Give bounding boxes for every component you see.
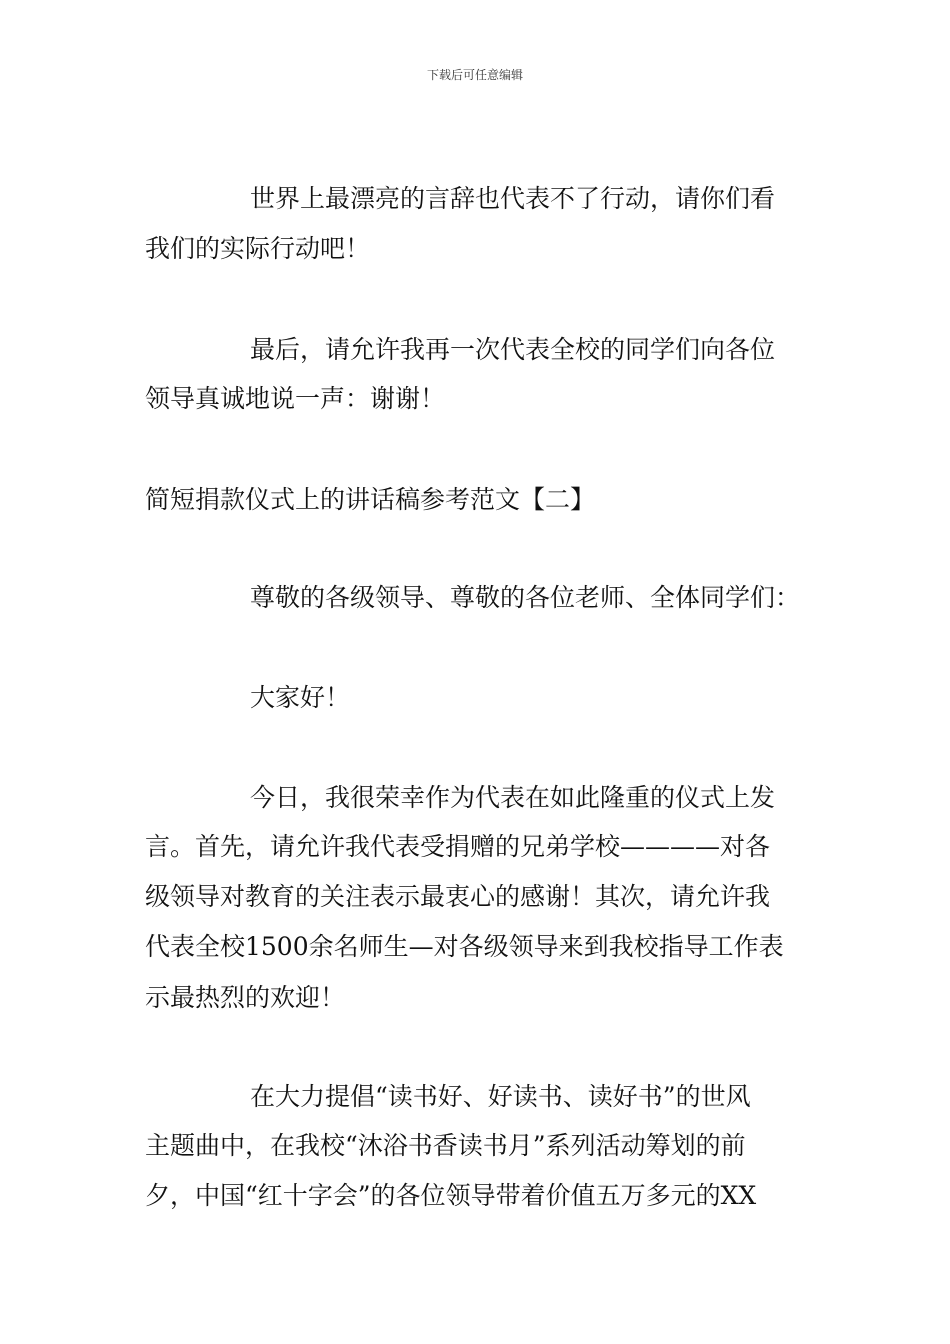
- paragraph-line: 主题曲中，在我校“沐浴书香读书月”系列活动筹划的前: [145, 1131, 746, 1160]
- salutation-line: 尊敬的各级领导、尊敬的各位老师、全体同学们：: [250, 583, 801, 612]
- paragraph-line: 最后，请允许我再一次代表全校的同学们向各位: [250, 335, 776, 364]
- greeting-line: 大家好！: [250, 683, 351, 712]
- paragraph-line: 我们的实际行动吧！: [145, 234, 371, 263]
- section-heading: 简短捐款仪式上的讲话稿参考范文【二】: [145, 485, 596, 514]
- paragraph-line: 在大力提倡“读书好、好读书、读好书”的世风: [250, 1082, 751, 1111]
- paragraph-line: 言。首先，请允许我代表受捐赠的兄弟学校————对各: [145, 832, 771, 861]
- paragraph-line: 示最热烈的欢迎！: [145, 983, 346, 1012]
- page-header: 下载后可任意编辑: [426, 68, 523, 82]
- paragraph-line: 领导真诚地说一声：谢谢！: [145, 384, 446, 413]
- paragraph-line: 代表全校1500余名师生—对各级领导来到我校指导工作表: [145, 932, 784, 961]
- paragraph-line: 夕，中国“红十字会”的各位领导带着价值五万多元的XX: [145, 1181, 757, 1210]
- paragraph-line: 世界上最漂亮的言辞也代表不了行动，请你们看: [250, 184, 776, 213]
- paragraph-line: 级领导对教育的关注表示最衷心的感谢！其次，请允许我: [145, 882, 771, 911]
- paragraph-line: 今日，我很荣幸作为代表在如此隆重的仪式上发: [250, 783, 776, 812]
